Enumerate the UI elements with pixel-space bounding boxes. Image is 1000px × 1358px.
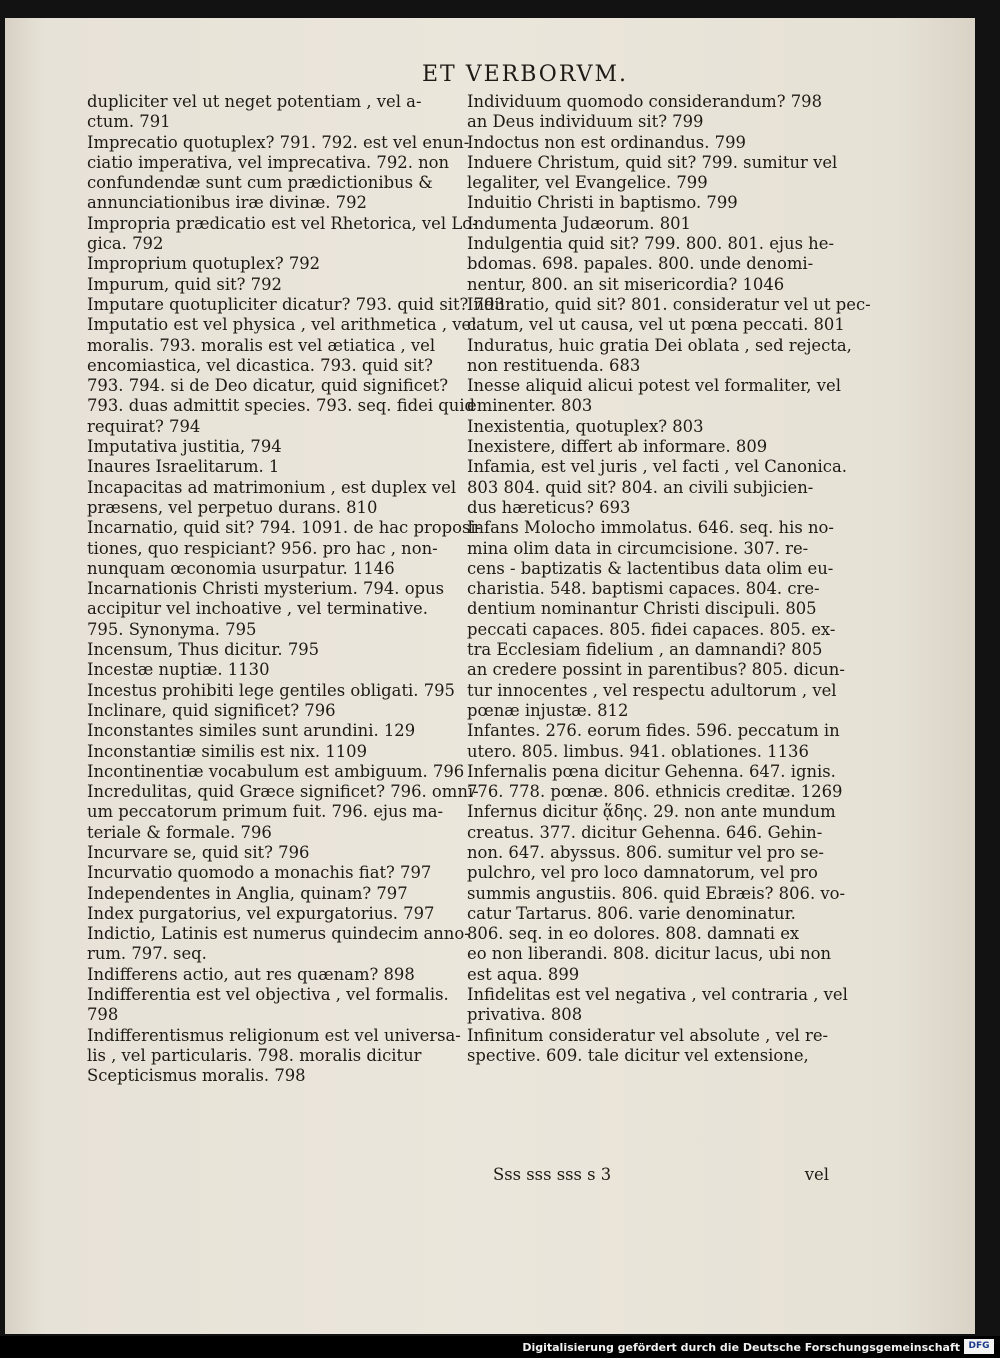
digitization-footer <box>0 1336 1000 1358</box>
index-entry-line: utero. 805. limbus. 941. oblationes. 1136 <box>467 741 809 761</box>
index-entry-line: Infernalis pœna dicitur Gehenna. 647. ignis. <box>467 761 836 781</box>
index-entry-line: 795. Synonyma. 795 <box>87 619 257 639</box>
index-entry-line: 803 804. quid sit? 804. an civili subjicien- <box>467 477 814 497</box>
index-entry-line: Imputativa justitia, 794 <box>87 437 282 457</box>
index-entry-line: Inconstantiæ similis est nix. 1109 <box>87 741 368 761</box>
index-entry-line: Improprium quotuplex? 792 <box>87 254 321 274</box>
index-entry-line: Indifferentismus religionum est vel universa- <box>87 1025 461 1045</box>
index-entry-line: Inexistentia, quotuplex? 803 <box>467 416 704 436</box>
index-entry-line: Impropria prædicatio est vel Rhetorica, vel Lo- <box>87 213 478 233</box>
footer-credit-text: Digitalisierung gefördert durch die Deutsche Forschungsgemeinschaft <box>522 1341 960 1354</box>
index-entry-line: Induratus, huic gratia Dei oblata , sed rejecta, <box>467 335 852 355</box>
index-entry-line: ctum. 791 <box>87 112 171 132</box>
index-entry-line: Incarnationis Christi mysterium. 794. opus <box>87 579 445 599</box>
index-entry-line: Indifferens actio, aut res quænam? 898 <box>87 964 415 984</box>
dfg-logo: DFG <box>964 1339 994 1354</box>
index-entry-line: Incontinentiæ vocabulum est ambiguum. 796 <box>87 761 465 781</box>
index-entry-line: nentur, 800. an sit misericordia? 1046 <box>467 274 785 294</box>
index-entry-line: tiones, quo respiciant? 956. pro hac , non- <box>87 538 438 558</box>
index-entry-line: Indulgentia quid sit? 799. 800. 801. ejus he- <box>467 234 834 254</box>
index-entry-line: pœnæ injustæ. 812 <box>467 700 629 720</box>
index-entry-line: encomiastica, vel dicastica. 793. quid sit? <box>87 355 433 375</box>
index-entry-line: Indictio, Latinis est numerus quindecim anno- <box>87 924 470 944</box>
index-entry-line: Imprecatio quotuplex? 791. 792. est vel enun- <box>87 132 470 152</box>
catchword: vel <box>804 1165 829 1184</box>
index-entry-line: tur innocentes , vel respectu adultorum , vel <box>467 680 837 700</box>
index-entry-line: 793. duas admittit species. 793. seq. fidei quid <box>87 396 476 416</box>
index-entry-line: teriale & formale. 796 <box>87 822 272 842</box>
index-entry-line: Inexistere, differt ab informare. 809 <box>467 437 768 457</box>
index-entry-line: lis , vel particularis. 798. moralis dicitur <box>87 1045 422 1065</box>
index-entry-line: Induere Christum, quid sit? 799. sumitur vel <box>467 152 838 172</box>
index-entry-line: Imputatio est vel physica , vel arithmetica , vel <box>87 315 477 335</box>
index-entry-line: Incestus prohibiti lege gentiles obligati. 795 <box>87 680 455 700</box>
index-entry-line: Inclinare, quid significet? 796 <box>87 700 336 720</box>
index-entry-line: creatus. 377. dicitur Gehenna. 646. Gehin- <box>467 822 823 842</box>
index-entry-line: 806. seq. in eo dolores. 808. damnati ex <box>467 924 800 944</box>
index-entry-line: Incestæ nuptiæ. 1130 <box>87 660 270 680</box>
index-entry-line: privativa. 808 <box>467 1005 583 1025</box>
index-entry-line: catur Tartarus. 806. varie denominatur. <box>467 903 796 923</box>
running-head: ET VERBORVM. <box>421 62 629 87</box>
index-entry-line: accipitur vel inchoative , vel terminative. <box>87 599 428 619</box>
index-entry-line: non restituenda. 683 <box>467 355 641 375</box>
index-entry-line: dentium nominantur Christi discipuli. 805 <box>467 599 817 619</box>
index-entry-line: Infinitum consideratur vel absolute , vel re- <box>467 1025 829 1045</box>
index-entry-line: requirat? 794 <box>87 416 201 436</box>
index-entry-line: summis angustiis. 806. quid Ebræis? 806. vo- <box>467 883 846 903</box>
index-entry-line: 793. 794. si de Deo dicatur, quid significet? <box>87 376 449 396</box>
index-entry-line: bdomas. 698. papales. 800. unde denomi- <box>467 254 814 274</box>
index-entry-line: eo non liberandi. 808. dicitur lacus, ubi non <box>467 944 832 964</box>
index-entry-line: Inaures Israelitarum. 1 <box>87 457 280 477</box>
signature-mark: Sss sss sss s 3 <box>493 1165 612 1184</box>
index-entry-line: nunquam œconomia usurpatur. 1146 <box>87 558 395 578</box>
index-entry-line: non. 647. abyssus. 806. sumitur vel pro se- <box>467 842 824 862</box>
index-entry-line: Incredulitas, quid Græce significet? 796. omni- <box>87 782 479 802</box>
index-entry-line: Independentes in Anglia, quinam? 797 <box>87 883 408 903</box>
index-entry-line: Indoctus non est ordinandus. 799 <box>467 132 746 152</box>
index-entry-line: dupliciter vel ut neget potentiam , vel a- <box>87 92 422 111</box>
index-entry-line: Indifferentia est vel objectiva , vel formalis. <box>87 985 449 1005</box>
index-entry-line: Infidelitas est vel negativa , vel contraria , vel <box>467 985 848 1005</box>
index-column-left <box>87 92 505 1087</box>
index-entry-line: Inconstantes similes sunt arundini. 129 <box>87 721 416 741</box>
index-entry-line: legaliter, vel Evangelice. 799 <box>467 173 708 193</box>
index-entry-line: Induratio, quid sit? 801. consideratur vel ut pec- <box>467 294 871 314</box>
index-column-right <box>467 92 871 1066</box>
index-entry-line: tra Ecclesiam fidelium , an damnandi? 805 <box>467 640 823 660</box>
index-entry-line: Infamia, est vel juris , vel facti , vel Canonica. <box>467 457 847 477</box>
index-entry-line: charistia. 548. baptismi capaces. 804. cre- <box>467 579 820 599</box>
index-entry-line: eminenter. 803 <box>467 396 593 416</box>
index-entry-line: annunciationibus iræ divinæ. 792 <box>87 193 367 213</box>
index-entry-line: cens - baptizatis & lactentibus data olim eu- <box>467 558 834 578</box>
index-entry-line: um peccatorum primum fuit. 796. ejus ma- <box>87 802 444 822</box>
index-entry-line: Infantes. 276. eorum fides. 596. peccatum in <box>467 721 840 741</box>
index-entry-line: moralis. 793. moralis est vel ætiatica , vel <box>87 335 436 355</box>
index-entry-line: rum. 797. seq. <box>87 944 207 964</box>
index-entry-line: Individuum quomodo considerandum? 798 <box>467 92 823 111</box>
index-entry-line: an credere possint in parentibus? 805. dicun- <box>467 660 845 680</box>
index-entry-line: pulchro, vel pro loco damnatorum, vel pro <box>467 863 818 883</box>
index-entry-line: ciatio imperativa, vel imprecativa. 792. non <box>87 152 450 172</box>
index-entry-line: Incurvare se, quid sit? 796 <box>87 842 310 862</box>
index-entry-line: mina olim data in circumcisione. 307. re- <box>467 538 809 558</box>
index-entry-line: peccati capaces. 805. fidei capaces. 805. ex- <box>467 619 836 639</box>
index-entry-line: Impurum, quid sit? 792 <box>87 274 282 294</box>
index-entry-line: est aqua. 899 <box>467 964 580 984</box>
index-entry-line: Infans Molocho immolatus. 646. seq. his no- <box>467 518 834 538</box>
index-entry-line: gica. 792 <box>87 234 164 254</box>
index-entry-line: Imputare quotupliciter dicatur? 793. quid sit? 793 <box>87 294 505 314</box>
index-entry-line: confundendæ sunt cum prædictionibus & <box>87 173 433 193</box>
index-entry-line: 776. 778. pœnæ. 806. ethnicis creditæ. 1269 <box>467 782 843 802</box>
index-entry-line: Indumenta Judæorum. 801 <box>467 213 691 233</box>
index-entry-line: Induitio Christi in baptismo. 799 <box>467 193 738 213</box>
book-page <box>5 18 975 1334</box>
index-entry-line: spective. 609. tale dicitur vel extensione, <box>467 1045 809 1065</box>
index-entry-line: præsens, vel perpetuo durans. 810 <box>87 497 378 517</box>
index-entry-line: 798 <box>87 1005 119 1025</box>
index-entry-line: catum, vel ut causa, vel ut pœna peccati. 801 <box>467 315 845 335</box>
index-entry-line: an Deus individuum sit? 799 <box>467 112 704 132</box>
index-entry-line: Index purgatorius, vel expurgatorius. 797 <box>87 903 435 923</box>
index-entry-line: Incarnatio, quid sit? 794. 1091. de hac proposi- <box>87 518 482 538</box>
index-entry-line: Incapacitas ad matrimonium , est duplex vel <box>87 477 457 497</box>
index-entry-line: dus hæreticus? 693 <box>467 497 631 517</box>
index-entry-line: Scepticismus moralis. 798 <box>87 1066 306 1086</box>
index-entry-line: Inesse aliquid alicui potest vel formaliter, vel <box>467 376 841 396</box>
index-entry-line: Incensum, Thus dicitur. 795 <box>87 640 320 660</box>
index-entry-line: Infernus dicitur ᾅδης. 29. non ante mundum <box>467 802 836 822</box>
index-entry-line: Incurvatio quomodo a monachis fiat? 797 <box>87 863 432 883</box>
